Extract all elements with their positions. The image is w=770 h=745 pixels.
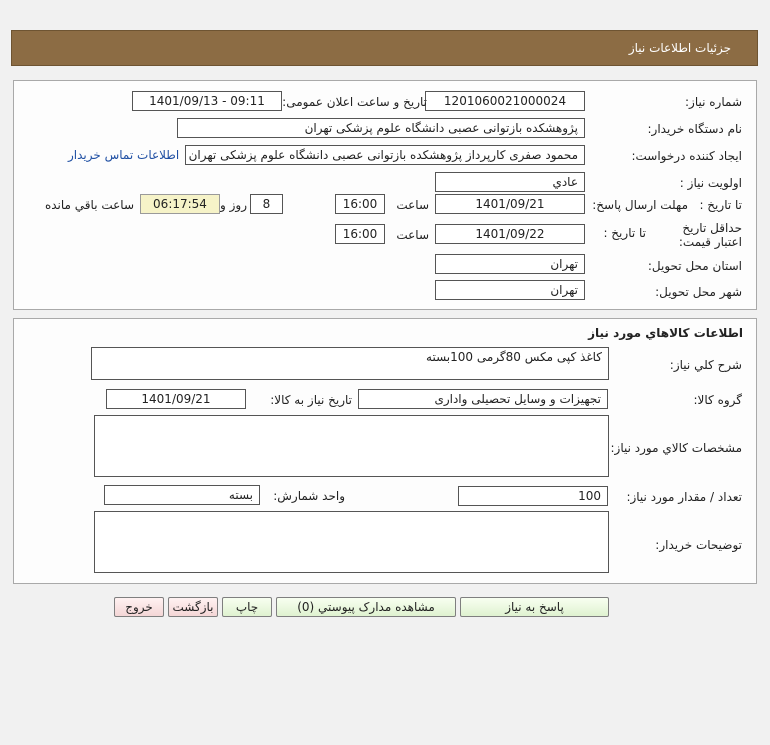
goods-specs-field bbox=[94, 415, 609, 477]
price-validity-label bbox=[658, 221, 742, 249]
need-date-label: تاریخ نیاز به کالا: bbox=[270, 393, 352, 407]
buyer-notes-label: توضیحات خریدار: bbox=[655, 538, 742, 552]
need-date-field: 1401/09/21 bbox=[106, 389, 246, 409]
delivery-province-label: استان محل تحویل: bbox=[647, 259, 742, 273]
unit-label: واحد شمارش: bbox=[273, 489, 345, 503]
remaining-time-label: ساعت باقي مانده bbox=[44, 198, 134, 212]
buyer-contact-link[interactable]: اطلاعات تماس خریدار bbox=[68, 148, 180, 162]
goods-group-field: تجهیزات و وسایل تحصیلی واداری bbox=[358, 389, 608, 409]
days-remaining-field: 8 bbox=[250, 194, 283, 214]
unit-field: بسته bbox=[104, 485, 260, 505]
goods-group-label: گروه کالا: bbox=[693, 393, 742, 407]
reply-deadline-label: مهلت ارسال پاسخ: bbox=[592, 198, 688, 212]
reply-time-field: 16:00 bbox=[335, 194, 385, 214]
days-label: روز و bbox=[220, 198, 247, 212]
goods-section-title: اطلاعات کالاهاي مورد نياز bbox=[588, 326, 743, 340]
view-attachments-button[interactable]: مشاهده مدارک پیوستي (0) bbox=[276, 597, 456, 617]
need-number-label: شماره نیاز: bbox=[685, 95, 742, 109]
remaining-time-field: 06:17:54 bbox=[140, 194, 220, 214]
reply-date-field: 1401/09/21 bbox=[435, 194, 585, 214]
requester-field: محمود صفری کارپرداز پژوهشکده بازتوانی عصبی دانشگاه علوم پزشکی تهران bbox=[185, 145, 585, 165]
quantity-field: 100 bbox=[458, 486, 608, 506]
print-button[interactable]: چاپ bbox=[222, 597, 272, 617]
delivery-province-field: تهران bbox=[435, 254, 585, 274]
priority-label: اولویت نیاز : bbox=[679, 176, 742, 190]
validity-time-label: ساعت bbox=[396, 228, 429, 242]
delivery-city-label: شهر محل تحویل: bbox=[655, 285, 742, 299]
exit-button[interactable]: خروج bbox=[114, 597, 164, 617]
buyer-org-label: نام دستگاه خریدار: bbox=[647, 122, 742, 136]
validity-time-field: 16:00 bbox=[335, 224, 385, 244]
reply-button[interactable]: پاسخ به نياز bbox=[460, 597, 609, 617]
need-number-field: 1201060021000024 bbox=[425, 91, 585, 111]
delivery-city-field: تهران bbox=[435, 280, 585, 300]
page-header bbox=[11, 30, 758, 66]
reply-time-label: ساعت bbox=[396, 198, 429, 212]
quantity-label: تعداد / مقدار مورد نیاز: bbox=[626, 490, 742, 504]
need-summary-field: کاغذ کپی مکس 80گرمی 100بسته bbox=[91, 347, 609, 380]
goods-specs-label: مشخصات کالاي مورد نياز: bbox=[610, 441, 742, 455]
need-summary-label: شرح کلي نياز: bbox=[669, 358, 742, 372]
announce-datetime-label: تاریخ و ساعت اعلان عمومی: bbox=[282, 95, 427, 109]
priority-field: عادي bbox=[435, 172, 585, 192]
reply-to-date-label: تا تاریخ : bbox=[699, 198, 742, 212]
requester-label: ایجاد کننده درخواست: bbox=[631, 149, 742, 163]
validity-to-date-label: تا تاریخ : bbox=[603, 226, 646, 240]
announce-datetime-field: 1401/09/13 - 09:11 bbox=[132, 91, 282, 111]
need-info-panel bbox=[13, 80, 757, 310]
buyer-org-field: پژوهشکده بازتوانی عصبی دانشگاه علوم پزشکی تهران bbox=[177, 118, 585, 138]
page-title: جزئیات اطلاعات نیاز bbox=[628, 41, 731, 55]
back-button[interactable]: بازگشت bbox=[168, 597, 218, 617]
validity-date-field: 1401/09/22 bbox=[435, 224, 585, 244]
price-validity-text: حداقل تاریخ اعتبار قیمت: bbox=[678, 221, 742, 249]
buyer-notes-field bbox=[94, 511, 609, 573]
